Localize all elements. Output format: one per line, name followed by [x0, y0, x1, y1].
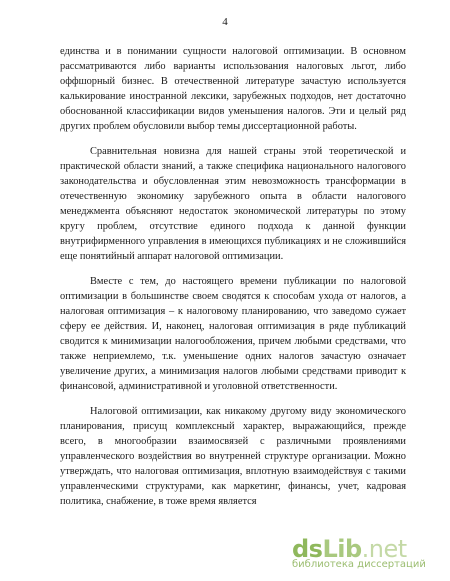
- text-line: оптимизации в большинстве своем сводятся к способам ухода от налогов, а: [60, 291, 406, 302]
- text-line: менеджмента объясняют недостаток экономической литературы по этому: [60, 206, 406, 217]
- text-line: единства и в понимании сущности налоговой оптимизации. В основном: [60, 46, 406, 57]
- paragraph-1: [60, 44, 406, 134]
- document-body: [60, 44, 406, 509]
- text-line: политика, снабжение, в тоже время является: [60, 496, 257, 507]
- text-line: сводится к минимизации налогообложения, причем любыми средствами, что: [60, 336, 406, 347]
- watermark-subtitle: библиотека диссертаций: [292, 559, 426, 570]
- text-line: еще понятийный аппарат налоговой оптимизации.: [60, 251, 284, 262]
- text-line: кругу проблем, отсутствие единого подхода к данной функции: [60, 221, 406, 232]
- text-line: управленческого воздействия во внутренней структуре организации. Можно: [60, 451, 406, 462]
- text-line: Налоговой оптимизации, как никакому другому виду экономического: [90, 406, 406, 417]
- text-line: практической области знаний, а также специфика национального налогового: [60, 161, 406, 172]
- paragraph-4: [60, 404, 406, 509]
- text-line: финансовой, административной и уголовной ответственности.: [60, 381, 338, 392]
- text-line: отечественную экономику зарубежного опыта в области налогового: [60, 191, 406, 202]
- text-line: увеличение других, а минимизация налогов любыми средствами приводит к: [60, 366, 406, 377]
- text-line: обоснованной классификации видов уменьшения налогов. Эти и целый ряд: [60, 106, 406, 117]
- text-line: внутрифирменного управления в имеющихся публикациях и не сложившийся: [60, 236, 406, 247]
- text-line: управленческими структурами, как маркетинг, финансы, учет, кадровая: [60, 481, 406, 492]
- paragraph-2: [60, 144, 406, 264]
- text-line: законодательства и обусловленная этим невозможность трансформации в: [60, 176, 406, 187]
- text-line: Сравнительная новизна для нашей страны этой теоретической и: [90, 146, 406, 157]
- text-line: также неприемлемо, т.к. уменьшение одних налогов зачастую означает: [60, 351, 406, 362]
- logo-part: .net: [361, 535, 407, 563]
- paragraph-3: [60, 274, 406, 394]
- text-line: всего, в многообразии взаимосвязей с различными проявлениями: [60, 436, 406, 447]
- dslib-watermark: [292, 535, 442, 573]
- text-line: калькирование иностранной лексики, зарубежных подходов, нет достаточно: [60, 91, 406, 102]
- logo-part: ds: [292, 535, 323, 563]
- page-number: 4: [222, 16, 228, 28]
- text-line: планирования, присущ комплексный характер, выражающийся, прежде: [60, 421, 406, 432]
- text-line: других проблем обусловили выбор темы диссертационной работы.: [60, 121, 357, 132]
- text-line: налоговая оптимизация – к налоговому планированию, что заведомо сужает: [60, 306, 406, 317]
- text-line: утверждать, что налоговая оптимизация, вплотную взаимодействуя с такими: [60, 466, 406, 477]
- text-line: рассматриваются либо варианты использования налоговых льгот, либо: [60, 61, 406, 72]
- text-line: оффшорный бизнес. В отечественной литературе зачастую используется: [60, 76, 406, 87]
- text-line: сферу ее действия. И, наконец, налоговая оптимизация в ряде публикаций: [60, 321, 406, 332]
- text-line: Вместе с тем, до настоящего времени публикации по налоговой: [90, 276, 406, 287]
- logo-part: Lib: [322, 535, 362, 563]
